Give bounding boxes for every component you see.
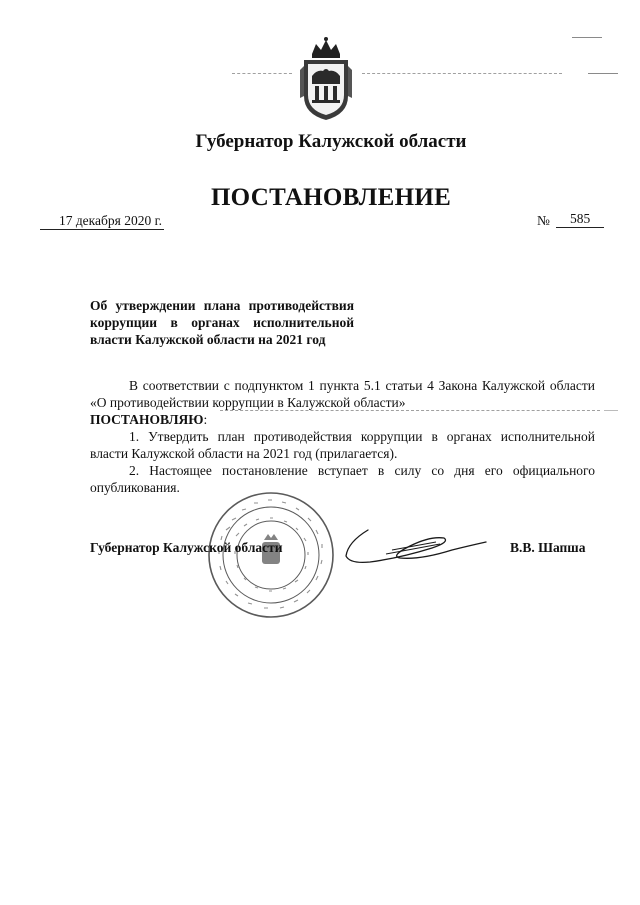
doc-type-heading: ПОСТАНОВЛЕНИЕ [210, 184, 452, 211]
scan-artifact [604, 410, 618, 411]
scan-artifact [572, 37, 602, 38]
org-title: Губернатор Калужской области [195, 131, 467, 152]
doc-subject: Об утверждении плана противодействия коррупции в органах исполнительной власти Калужской области на 2021 год [90, 298, 354, 347]
item-1: 1. Утвердить план противодействия коррупции в органах исполнительной власти Калужской области на 2021 год (прилагается). [90, 429, 595, 461]
doc-body [90, 377, 595, 496]
decree-word: ПОСТАНОВЛЯЮ [90, 412, 204, 427]
scan-artifact [362, 73, 562, 74]
preamble-text: В соответствии с подпунктом 1 пункта 5.1 статьи 4 Закона Калужской области «О противодействии коррупции в Калужской области» [90, 378, 595, 410]
decree-line: ПОСТАНОВЛЯЮ: [90, 412, 208, 427]
item-2: 2. Настоящее постановление вступает в силу со дня его официального опубликования. [90, 463, 595, 495]
handwritten-signature-icon [340, 520, 490, 575]
doc-number: 585 [556, 210, 604, 228]
coat-of-arms-icon [298, 36, 354, 122]
doc-date: 17 декабря 2020 г. [40, 212, 164, 230]
scan-artifact [588, 73, 618, 74]
preamble-paragraph [90, 377, 595, 411]
scan-artifact [232, 73, 292, 74]
doc-number-label: № [537, 213, 550, 228]
signatory-name: В.В. Шапша [510, 540, 586, 555]
signatory-role: Губернатор Калужской области [90, 540, 283, 555]
